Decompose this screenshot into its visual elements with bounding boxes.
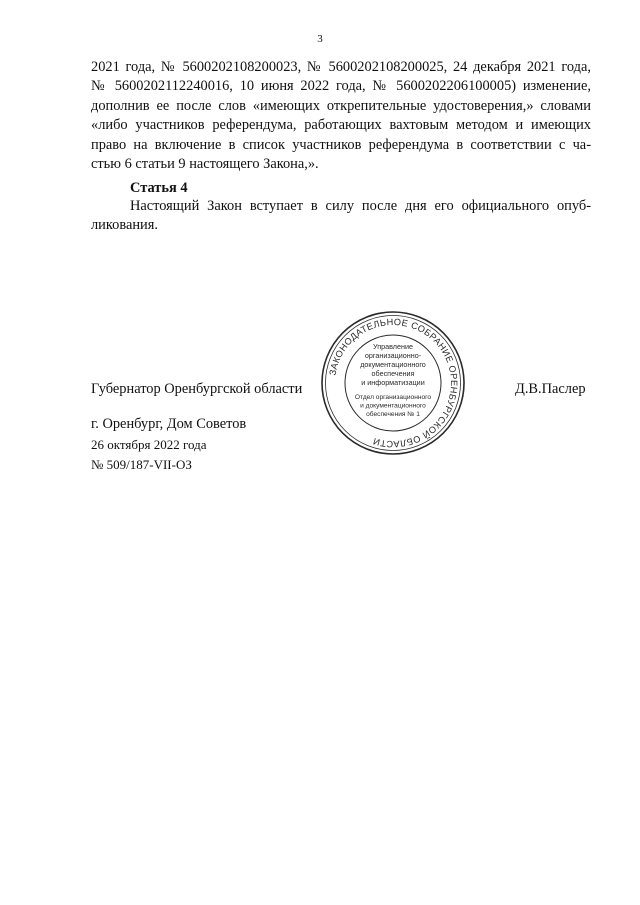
seal-inner-line: и документационного bbox=[360, 402, 426, 410]
signatory-name: Д.В.Паслер bbox=[515, 381, 586, 397]
seal-inner-line: организационно- bbox=[364, 351, 422, 360]
official-seal bbox=[318, 308, 468, 458]
seal-ring-text: ЗАКОНОДАТЕЛЬНОЕ СОБРАНИЕ ОРЕНБУРГСКОЙ ОБЛАСТИ bbox=[327, 316, 460, 450]
paragraph-line: дополнив ее после слов «имеющих открепительные удостоверения,» словами bbox=[91, 97, 591, 114]
signing-place: г. Оренбург, Дом Советов bbox=[91, 416, 247, 432]
law-number: № 509/187-VII-ОЗ bbox=[91, 457, 192, 472]
seal-inner-line: и информатизации bbox=[361, 378, 425, 387]
page-number: 3 bbox=[317, 33, 323, 45]
seal-graphic bbox=[318, 308, 468, 458]
seal-inner-line: Управление bbox=[373, 342, 413, 351]
signing-date: 26 октября 2022 года bbox=[91, 437, 207, 452]
paragraph-line: № 5600202112240016, 10 июня 2022 года, № 5600202206100005) изменение, bbox=[91, 78, 591, 95]
article-heading: Статья 4 bbox=[130, 180, 188, 196]
continued-paragraph bbox=[91, 58, 591, 174]
article-text bbox=[91, 197, 591, 236]
seal-inner-line: Отдел организационного bbox=[354, 394, 432, 401]
paragraph-line: стью 6 статьи 9 настоящего Закона,». bbox=[91, 156, 319, 173]
paragraph-line: право на включение в список участников референдума в соответствии с ча- bbox=[91, 136, 591, 153]
seal-inner-line: документационного bbox=[360, 360, 426, 369]
signatory-position: Губернатор Оренбургской области bbox=[91, 381, 303, 397]
article-line: Настоящий Закон вступает в силу после дня его официального опуб- bbox=[130, 198, 591, 214]
article-line: ликования. bbox=[91, 217, 158, 234]
seal-inner-line: обеспечения bbox=[371, 369, 415, 378]
paragraph-line: «либо участников референдума, работающих вахтовым методом и имеющих bbox=[91, 117, 591, 134]
seal-inner-line: обеспечения № 1 bbox=[366, 411, 420, 418]
paragraph-line: 2021 года, № 5600202108200023, № 5600202108200025, 24 декабря 2021 года, bbox=[91, 59, 591, 75]
